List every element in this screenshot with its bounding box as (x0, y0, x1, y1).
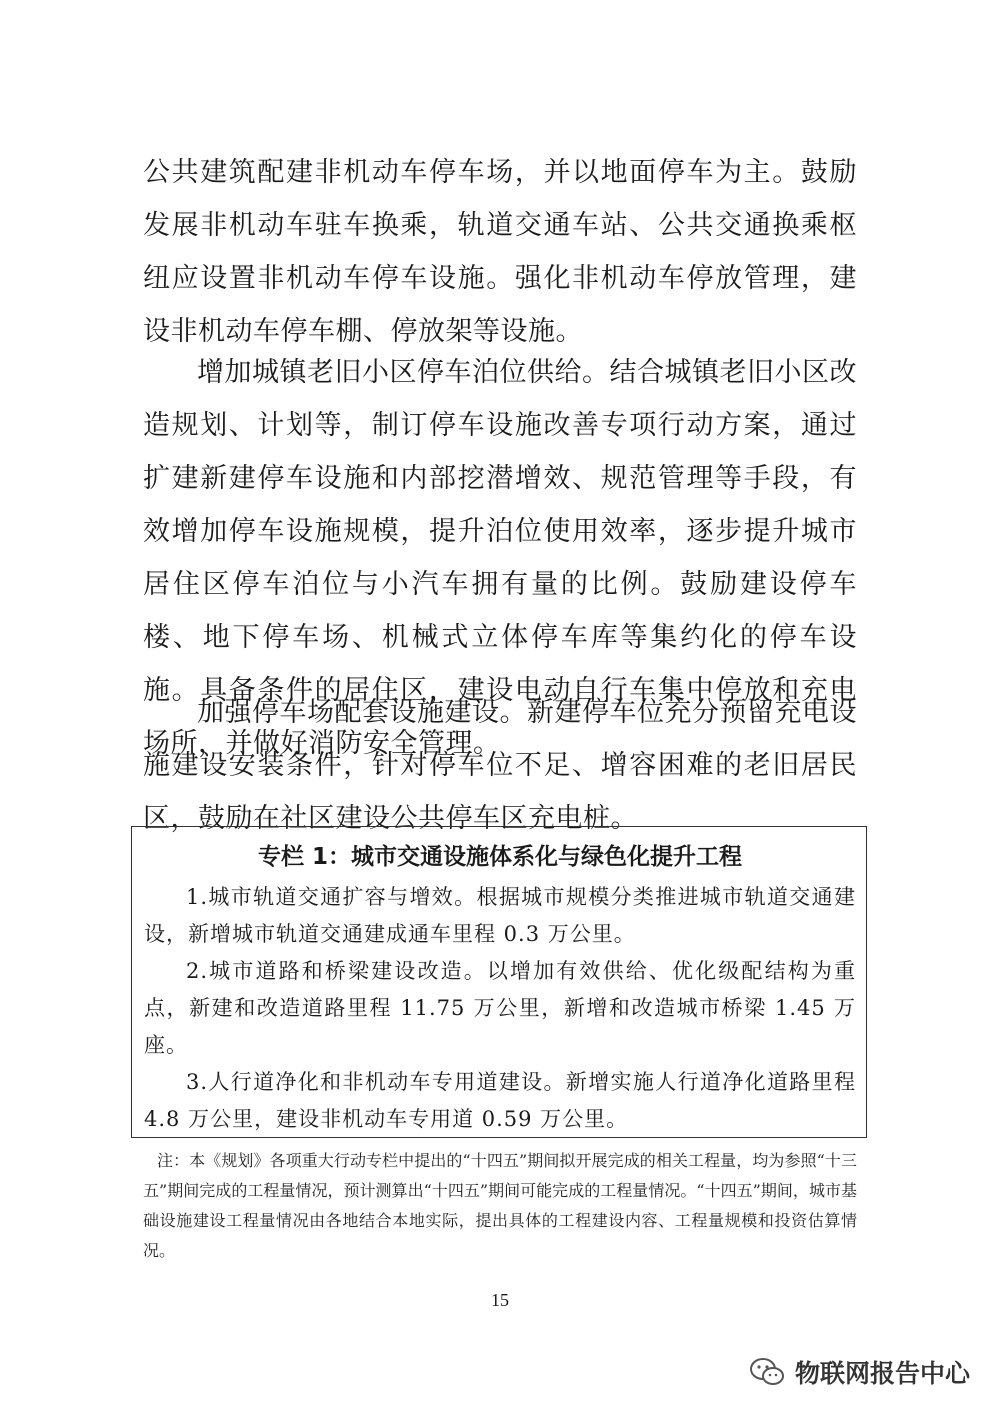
wechat-icon (749, 1357, 785, 1387)
watermark (749, 1354, 970, 1390)
body-paragraph-1: 公共建筑配建非机动车停车场，并以地面停车为主。鼓励发展非机动车驻车换乘，轨道交通车站、公共交通换乘枢纽应设置非机动车停车设施。强化非机动车停放管理，建设非机动车停车棚、停放架等设施。 (143, 157, 857, 347)
page-number: 15 (491, 1290, 509, 1310)
body-paragraph-3: 加强停车场配套设施建设。新建停车位充分预留充电设施建设安装条件，针对停车位不足、增容困难的老旧居民区，鼓励在社区建设公共停车区充电桩。 (143, 697, 857, 834)
footnote: 注：本《规划》各项重大行动专栏中提出的“十四五”期间拟开展完成的相关工程量，均为参照“十三五”期间完成的工程量情况，预计测算出“十四五”期间可能完成的工程量情况。“十四五”期间，城市基础设施建设工程量情况由各地结合本地实际，提出具体的工程建设内容、工程量规模和投资估算情况。 (143, 1151, 857, 1260)
feature-box-item-1: 1.城市轨道交通扩容与增效。根据城市规模分类推进城市轨道交通建设，新增城市轨道交通建成通车里程 0.3 万公里。 (144, 885, 856, 946)
feature-box (131, 826, 867, 1138)
watermark-text: 物联网报告中心 (794, 1359, 970, 1388)
body-paragraph-2: 增加城镇老旧小区停车泊位供给。结合城镇老旧小区改造规划、计划等，制订停车设施改善专项行动方案，通过扩建新建停车设施和内部挖潜增效、规范管理等手段，有效增加停车设施规模，提升泊位使用效率，逐步提升城市居住区停车泊位与小汽车拥有量的比例。鼓励建设停车楼、地下停车场、机械式立体停车库等集约化的停车设施。具备条件的居住区，建设电动自行车集中停放和充电场所，并做好消防安全管理。 (143, 357, 857, 759)
feature-box-item-3: 3.人行道净化和非机动车专用道建设。新增实施人行道净化道路里程 4.8 万公里，建设非机动车专用道 0.59 万公里。 (144, 1070, 856, 1131)
feature-box-item-2: 2.城市道路和桥梁建设改造。以增加有效供给、优化级配结构为重点，新建和改造道路里程 11.75 万公里，新增和改造城市桥梁 1.45 万座。 (144, 959, 856, 1057)
feature-box-title: 专栏 1：城市交通设施体系化与绿色化提升工程 (257, 844, 742, 870)
